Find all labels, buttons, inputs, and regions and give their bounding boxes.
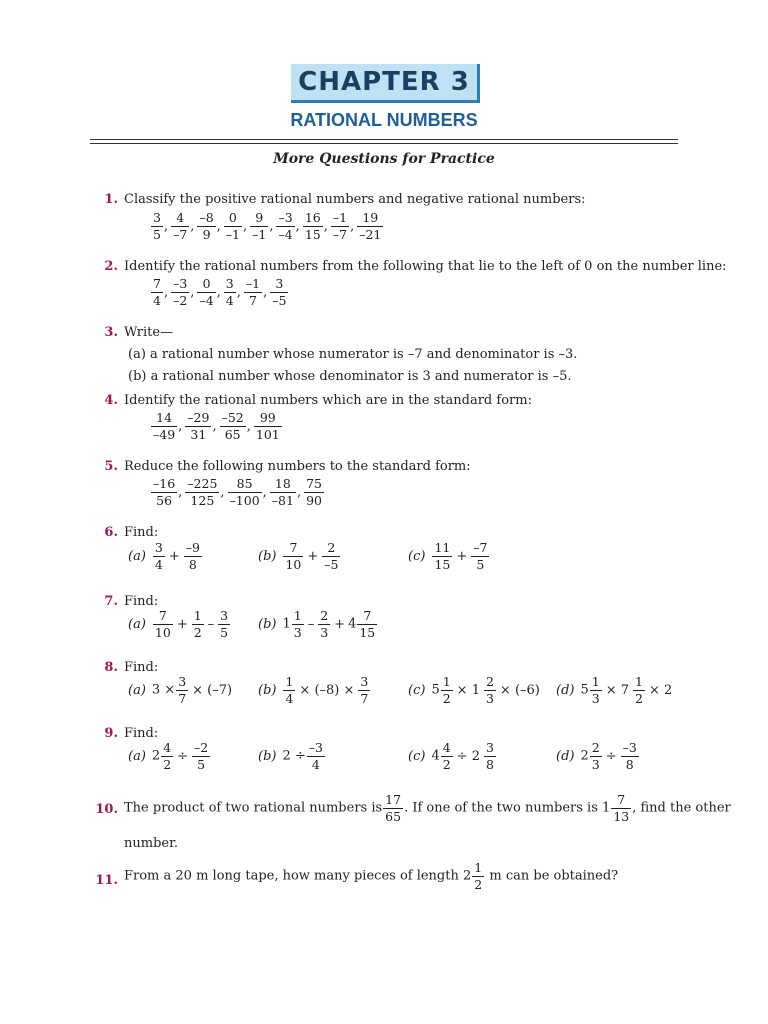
- fraction: $\frac{2}{-5}$: [324, 540, 339, 572]
- fraction: $\frac{0}{-1}$: [225, 210, 240, 242]
- fraction: $\frac{3}{5}$: [153, 210, 161, 242]
- fraction: $\frac{18}{-81}$: [271, 476, 294, 508]
- comma: ,: [216, 284, 221, 300]
- question-text-continued: number.: [124, 836, 179, 851]
- fraction: $\frac{-7}{5}$: [473, 540, 488, 572]
- fraction: $\frac{7}{4}$: [153, 276, 161, 308]
- question-text: Write—: [124, 325, 174, 340]
- comma: ,: [163, 218, 169, 234]
- question-number: 6.: [104, 525, 118, 540]
- divider-top: [90, 139, 678, 140]
- fraction-list: [150, 276, 289, 308]
- question-number: 9.: [104, 726, 118, 741]
- divider-bottom: [90, 143, 678, 144]
- comma: ,: [269, 218, 274, 234]
- question-text: Classify the positive rational numbers and negative rational numbers:: [124, 192, 586, 207]
- fraction: $\frac{99}{101}$: [255, 410, 280, 442]
- comma: ,: [262, 484, 267, 500]
- fraction: $\frac{-8}{9}$: [199, 210, 214, 242]
- fraction: $\frac{7}{10}$: [154, 608, 171, 640]
- fraction: $\frac{1}{2}$: [442, 674, 451, 706]
- fraction: $\frac{-16}{56}$: [153, 476, 176, 508]
- problem-8b: (b) $\frac{1}{4}$ × (–8) × $\frac{3}{7}$: [258, 674, 369, 706]
- fraction: $\frac{2}{3}$: [320, 608, 329, 640]
- question-text: Identify the rational numbers which are in the standard form:: [124, 393, 532, 408]
- comma: ,: [296, 484, 302, 500]
- fraction: $\frac{17}{65}$: [385, 792, 402, 824]
- fraction: $\frac{-3}{-2}$: [173, 276, 188, 308]
- fraction: $\frac{16}{15}$: [304, 210, 321, 242]
- problem-8d: (d) 5 $\frac{1}{3}$ × 7 $\frac{1}{2}$ × 2: [556, 674, 673, 706]
- fraction: $\frac{9}{-1}$: [252, 210, 267, 242]
- fraction: $\frac{7}{10}$: [285, 540, 302, 572]
- question-part: (a) a rational number whose numerator is –7 and denominator is –3.: [128, 347, 578, 362]
- question-number: 3.: [104, 325, 118, 340]
- fraction: $\frac{0}{-4}$: [199, 276, 214, 308]
- comma: ,: [263, 284, 268, 300]
- fraction: $\frac{3}{4}$: [225, 276, 234, 308]
- fraction: $\frac{4}{2}$: [442, 740, 451, 772]
- fraction: $\frac{7}{15}$: [359, 608, 376, 640]
- question-text: Find:: [124, 660, 159, 675]
- comma: ,: [163, 284, 169, 300]
- question-number: 4.: [104, 393, 118, 408]
- fraction-list: [150, 476, 325, 508]
- fraction: $\frac{-3}{4}$: [308, 740, 323, 772]
- question-number: 5.: [104, 459, 118, 474]
- question-text: Find:: [124, 525, 159, 540]
- fraction-list: [150, 210, 384, 242]
- fraction: $\frac{1}{2}$: [635, 674, 643, 706]
- fraction: $\frac{-29}{31}$: [187, 410, 210, 442]
- fraction: $\frac{-2}{5}$: [194, 740, 209, 772]
- problem-8a: (a) 3 × $\frac{3}{7}$ × (–7): [128, 674, 233, 706]
- question-number: 2.: [104, 259, 118, 274]
- comma: ,: [212, 418, 217, 434]
- comma: ,: [350, 218, 355, 234]
- comma: ,: [246, 418, 251, 434]
- comma: ,: [190, 284, 195, 300]
- problem-7b: (b) 1 $\frac{1}{3}$ – $\frac{2}{3}$ + 4 $\frac{7}{15}$: [258, 608, 376, 640]
- problem-9c: (c) 4 $\frac{4}{2}$ ÷ 2 $\frac{3}{8}$: [408, 740, 494, 772]
- problem-9a: (a) 2 $\frac{4}{2}$ ÷ $\frac{-2}{5}$: [128, 740, 209, 772]
- problem-6b: (b) $\frac{7}{10}$ + $\frac{2}{-5}$: [258, 540, 339, 572]
- problem-9d: (d) 2 $\frac{2}{3}$ ÷ $\frac{-3}{8}$: [556, 740, 637, 772]
- question-text: Find:: [124, 594, 159, 609]
- fraction: $\frac{-3}{8}$: [622, 740, 637, 772]
- fraction: $\frac{75}{90}$: [306, 476, 322, 508]
- fraction: $\frac{19}{-21}$: [359, 210, 382, 242]
- question-text: From a 20 m long tape, how many pieces of length 2 $\frac{1}{2}$ m can be obtained?: [124, 860, 619, 892]
- question-text: The product of two rational numbers is $\frac{17}{65}$ . If one of the two numbers is 1 $\frac{7}{13}$ , find the other: [124, 792, 731, 824]
- question-text: Find:: [124, 726, 159, 741]
- fraction: $\frac{3}{-5}$: [272, 276, 287, 308]
- comma: ,: [190, 218, 195, 234]
- comma: ,: [178, 418, 183, 434]
- question-part: (b) a rational number whose denominator is 3 and numerator is –5.: [128, 369, 572, 384]
- comma: ,: [220, 484, 225, 500]
- fraction: $\frac{3}{5}$: [220, 608, 229, 640]
- fraction: $\frac{1}{2}$: [474, 860, 483, 892]
- fraction: $\frac{1}{2}$: [193, 608, 202, 640]
- fraction: $\frac{4}{2}$: [163, 740, 172, 772]
- fraction: $\frac{3}{8}$: [485, 740, 494, 772]
- fraction: $\frac{-3}{-4}$: [278, 210, 293, 242]
- fraction: $\frac{85}{-100}$: [229, 476, 260, 508]
- question-number: 7.: [104, 594, 118, 609]
- fraction: $\frac{-225}{125}$: [187, 476, 218, 508]
- fraction: $\frac{14}{-49}$: [153, 410, 176, 442]
- section-title: More Questions for Practice: [273, 151, 495, 167]
- question-number: 8.: [104, 660, 118, 675]
- fraction: $\frac{11}{15}$: [434, 540, 451, 572]
- fraction: $\frac{-1}{-7}$: [332, 210, 348, 242]
- problem-8c: (c) 5 $\frac{1}{2}$ × 1 $\frac{2}{3}$ × (–6): [408, 674, 540, 706]
- comma: ,: [178, 484, 183, 500]
- question-number: 11.: [95, 873, 118, 888]
- fraction: $\frac{3}{4}$: [154, 540, 163, 572]
- question-text: Reduce the following numbers to the standard form:: [124, 459, 471, 474]
- fraction-list: [150, 410, 283, 442]
- problem-9b: (b) 2 ÷ $\frac{-3}{4}$: [258, 740, 323, 772]
- question-number: 1.: [104, 192, 118, 207]
- comma: ,: [295, 218, 300, 234]
- comma: ,: [242, 218, 248, 234]
- fraction: $\frac{2}{3}$: [591, 740, 600, 772]
- fraction: $\frac{2}{3}$: [485, 674, 494, 706]
- fraction: $\frac{-9}{8}$: [185, 540, 200, 572]
- fraction: $\frac{3}{7}$: [360, 674, 369, 706]
- fraction: $\frac{7}{13}$: [613, 792, 630, 824]
- fraction: $\frac{-52}{65}$: [221, 410, 244, 442]
- question-number: 10.: [95, 802, 118, 817]
- fraction: $\frac{4}{-7}$: [173, 210, 188, 242]
- chapter-title: RATIONAL NUMBERS: [290, 110, 478, 130]
- fraction: $\frac{3}{7}$: [178, 674, 187, 706]
- fraction: $\frac{1}{3}$: [591, 674, 600, 706]
- fraction: $\frac{1}{3}$: [293, 608, 302, 640]
- problem-6c: (c) $\frac{11}{15}$ + $\frac{-7}{5}$: [408, 540, 488, 572]
- comma: ,: [236, 284, 241, 300]
- chapter-heading: CHAPTER 3: [291, 64, 480, 103]
- comma: ,: [323, 218, 328, 234]
- comma: ,: [216, 218, 221, 234]
- fraction: $\frac{1}{4}$: [285, 674, 294, 706]
- fraction: $\frac{-1}{7}$: [245, 276, 261, 308]
- problem-6a: (a) $\frac{3}{4}$ + $\frac{-9}{8}$: [128, 540, 200, 572]
- problem-7a: (a) $\frac{7}{10}$ + $\frac{1}{2}$ – $\frac{3}{5}$: [128, 608, 229, 640]
- question-text: Identify the rational numbers from the following that lie to the left of 0 on the number line:: [124, 259, 727, 274]
